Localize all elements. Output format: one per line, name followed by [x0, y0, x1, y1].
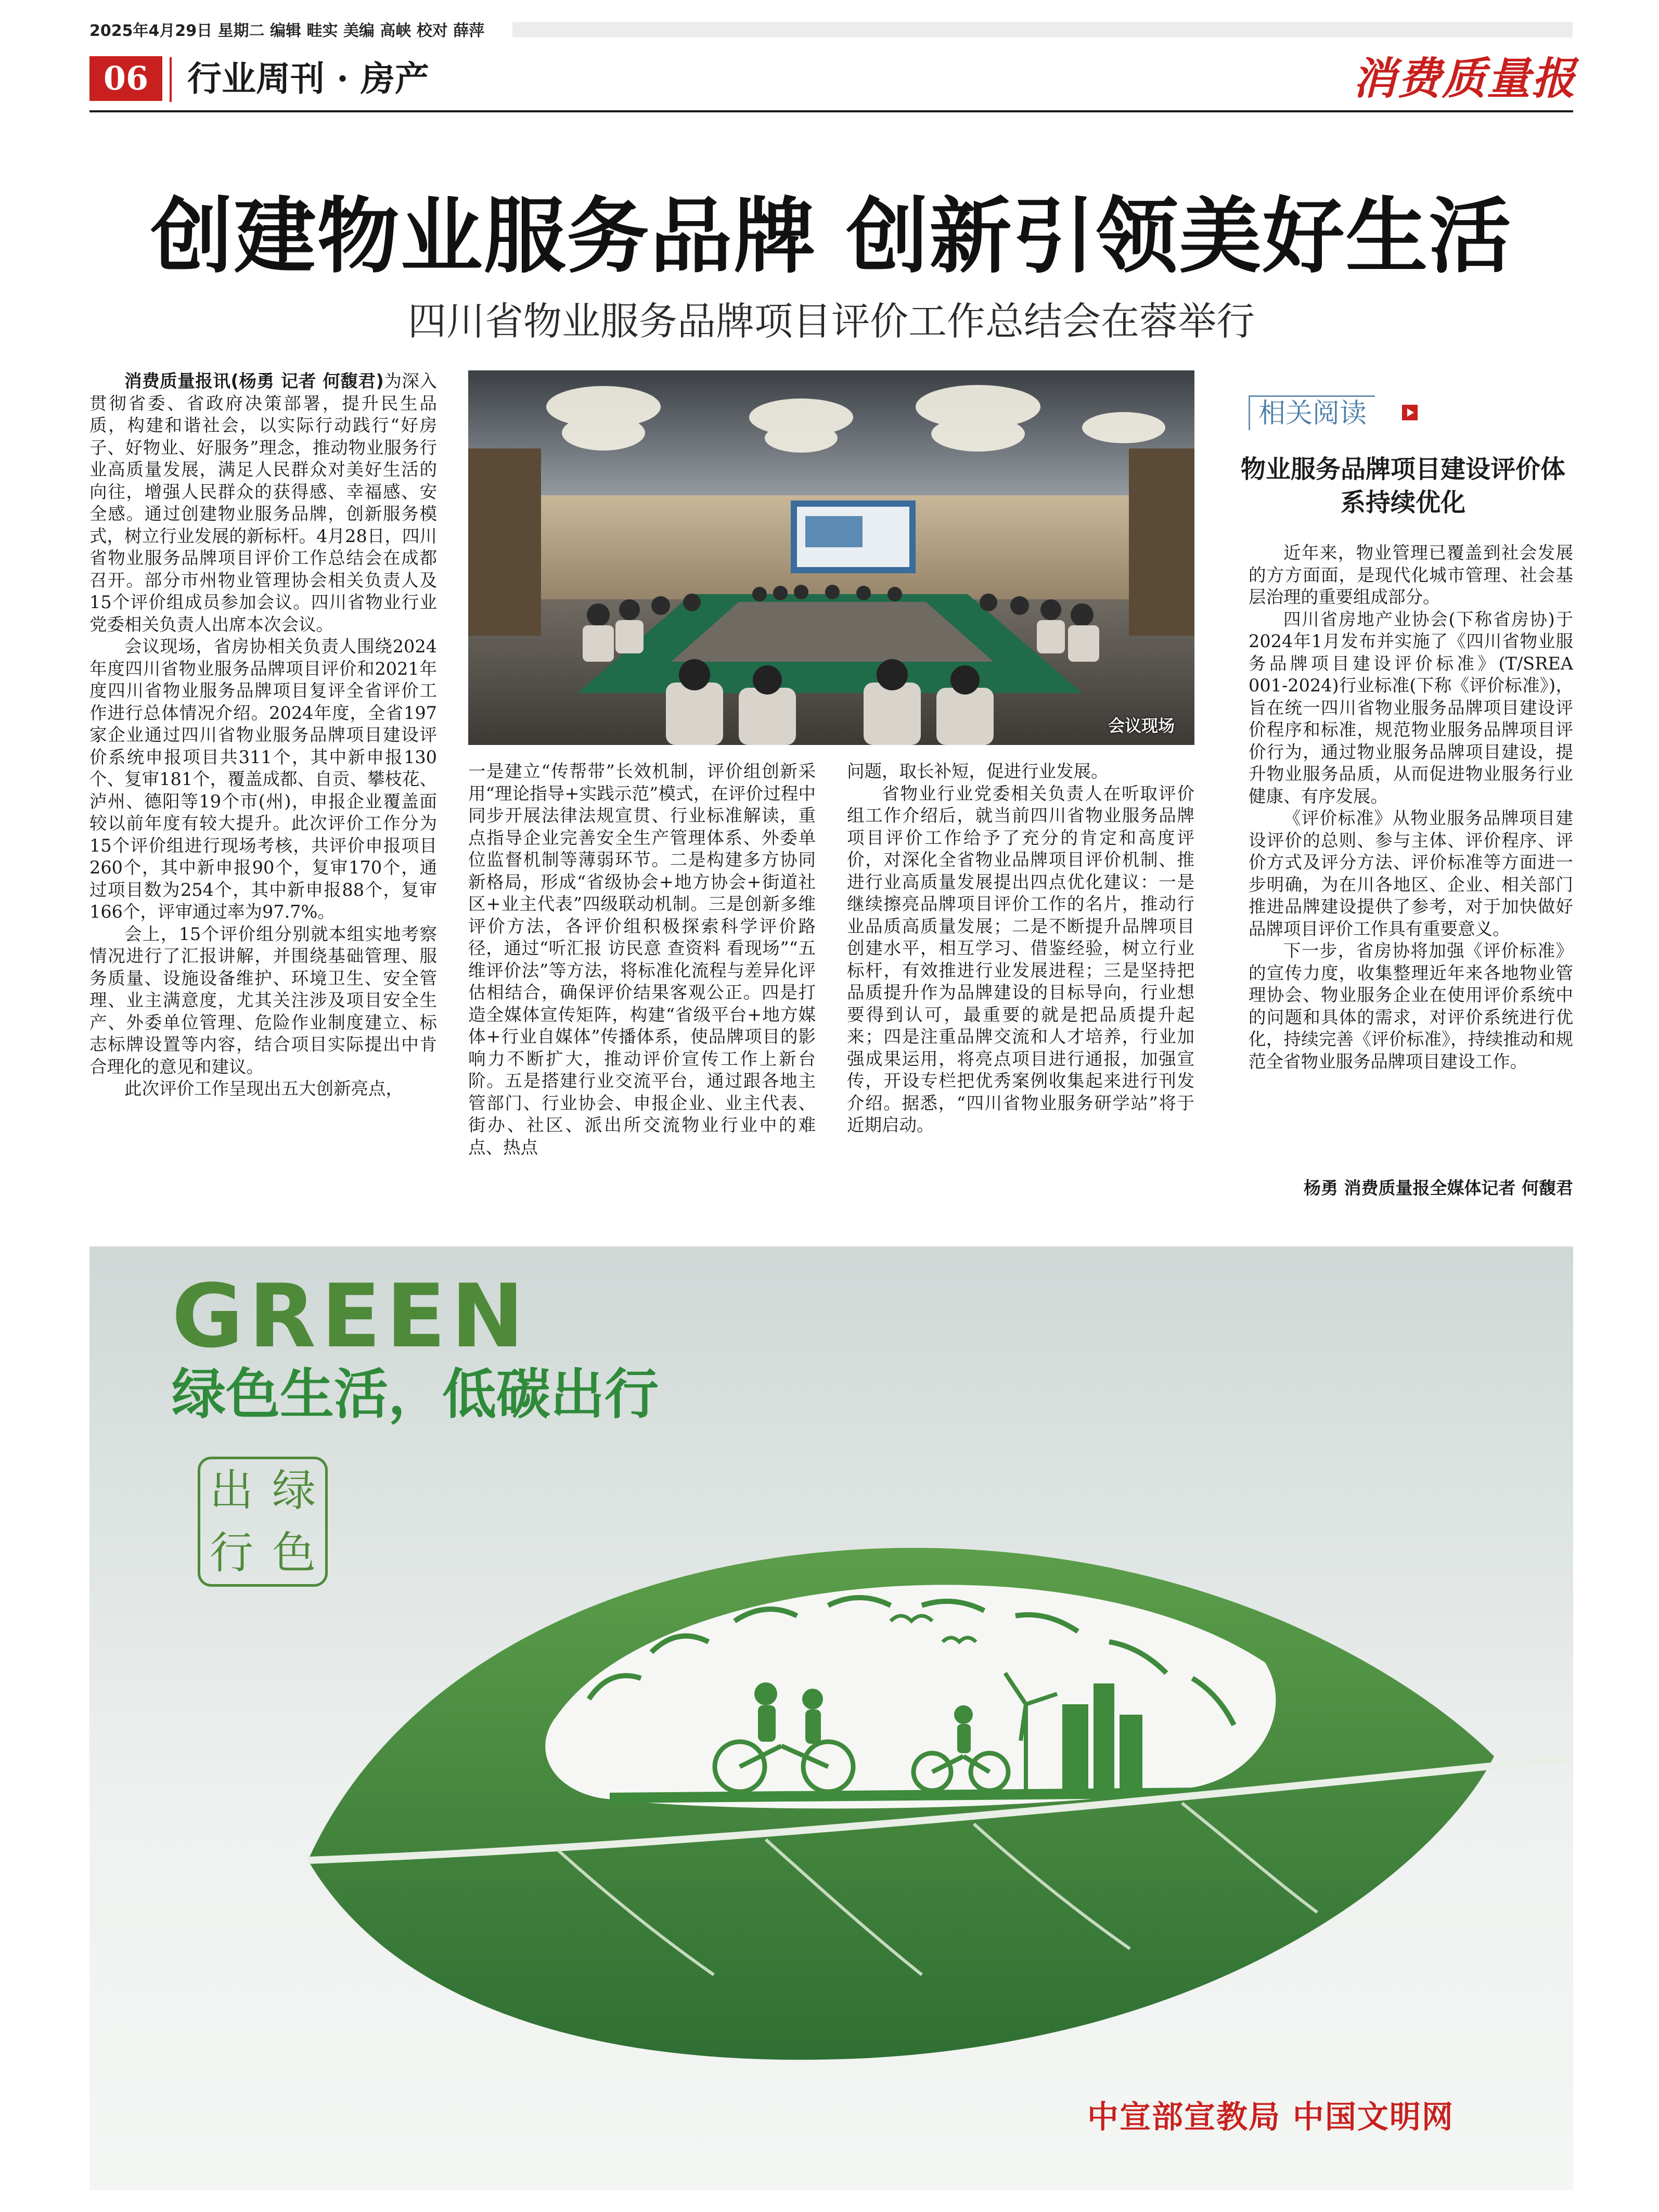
poster-slogan: 绿色生活，低碳出行	[172, 1362, 659, 1426]
related-paragraph: 下一步，省房协将加强《评价标准》的宣传力度，收集整理近年来各地物业管理协会、物业服务企业在使用评价系统中的问题和具体的需求，对评价系统进行优化，持续完善《评价标准》，持续推动和规范全省物业服务品牌项目建设工作。	[1249, 941, 1573, 1072]
related-article-body	[1249, 542, 1573, 1167]
related-paragraph: 四川省房地产业协会(下称省房协)于2024年1月发布并实施了《四川省物业服务品牌项目建设评价标准》(T/SREA 001-2024)行业标准(下称《评价标准》)，旨在统一四川省物业服务品牌项目建设评价程序和标准，规范物业服务品牌项目评价行为，通过物业服务品牌项目建设，提升物业服务品质，从而促进物业服务行业健康、有序发展。	[1249, 609, 1573, 806]
headline: 创建物业服务品牌 创新引领美好生活	[150, 189, 1512, 285]
article-paragraph	[89, 370, 437, 636]
article-paragraph: 此次评价工作呈现出五大创新亮点，	[124, 1078, 403, 1099]
article-lead: 为深入贯彻省委、省政府决策部署，提升民生品质，构建和谐社会，以实际行动践行“好房子、好物业、好服务”理念，推动物业服务行业高质量发展，满足人民群众对美好生活的向往，增强人民群众的获得感、幸福感、安全感。通过创建物业服务品牌，创新服务模式，树立行业发展的新标杆。4月28日，四川省物业服务品牌项目评价工作总结会在成都召开。部分市州物业管理协会相关负责人及15个评价组成员参加会议。四川省物业行业党委相关负责人出席本次会议。	[89, 371, 437, 635]
article-paragraph: 会议现场，省房协相关负责人围绕2024年度四川省物业服务品牌项目评价和2021年度四川省物业服务品牌项目复评全省评价工作进行总体情况介绍。2024年度，全省197家企业通过四川省物业服务品牌项目建设评价系统申报项目共311个，其中新申报130个、复审181个，覆盖成都、自贡、攀枝花、泸州、德阳等19个市(州)，申报企业覆盖面较以前年度有较大提升。此次评价工作分为15个评价组进行现场考核，共评价申报项目260个，其中新申报90个，复审170个，通过项目数为254个，其中新申报88个，复审166个，评审通过率为97.7%。	[89, 636, 437, 922]
green-travel-seal	[198, 1457, 328, 1587]
section-title: 行业周刊 · 房产	[187, 58, 429, 99]
header-bar	[512, 22, 1573, 37]
article-paragraph: 会上，15个评价组分别就本组实地考察情况进行了汇报讲解，并围绕基础管理、服务质量、设施设备维护、环境卫生、安全管理、业主满意度，尤其关注涉及项目安全生产、外委单位管理、危险作业制度建立、标志标牌设置等内容，结合项目实际提出中肯合理化的意见和建议。	[89, 923, 437, 1077]
article-paragraph: 问题，取长补短，促进行业发展。	[847, 761, 1109, 781]
subheadline: 四川省物业服务品牌项目评价工作总结会在蓉举行	[408, 299, 1255, 344]
play-arrow-icon	[1402, 405, 1418, 420]
article-column-1	[89, 370, 437, 1197]
meeting-photo	[468, 370, 1194, 745]
related-title: 物业服务品牌项目建设评价体系持续优化	[1240, 455, 1565, 517]
article-paragraph: 省物业行业党委相关负责人在听取评价组工作介绍后，就当前四川省物业服务品牌项目评价工作给予了充分的肯定和高度评价，对深化全省物业品牌项目评价机制、推进行业高质量发展提出四点优化建议：一是继续擦亮品牌项目评价工作的名片，推动行业品质高质量发展；二是不断提升品牌项目创建水平，相互学习、借鉴经验，树立行业标杆，有效推进行业发展进程；三是坚持把品质提升作为品牌建设的目标导向，行业想要得到认可，最重要的就是把品质提升起来；四是注重品牌交流和人才培养，行业加强成果运用，将亮点项目进行通报，加强宣传，开设专栏把优秀案例收集起来进行刊发介绍。据悉，“四川省物业服务研学站”将于近期启动。	[847, 783, 1194, 1135]
seal-char: 绿	[272, 1465, 316, 1516]
article-column-2	[468, 761, 816, 1197]
header-rule	[89, 110, 1573, 112]
newspaper-logo: 消费质量报	[1352, 53, 1576, 104]
related-signature: 杨勇 消费质量报全媒体记者 何馥君	[1304, 1178, 1573, 1198]
poster-green-word: GREEN	[172, 1265, 530, 1367]
seal-char: 出	[209, 1465, 253, 1516]
article-column-3	[847, 761, 1194, 1197]
related-paragraph: 《评价标准》从物业服务品牌项目建设评价的总则、参与主体、评价程序、评价方式及评分方法、评价标准等方面进一步明确，为在川各地区、企业、相关部门推进品牌建设提供了参考，对于加快做好品牌项目评价工作具有重要意义。	[1249, 808, 1573, 939]
article-byline: 消费质量报讯(杨勇 记者 何馥君)	[124, 371, 384, 391]
page-number: 06	[89, 56, 162, 101]
related-reading-tag: 相关阅读	[1249, 395, 1375, 430]
photo-caption: 会议现场	[1108, 716, 1175, 736]
related-paragraph: 近年来，物业管理已覆盖到社会发展的方方面面，是现代化城市管理、社会基层治理的重要组成部分。	[1249, 543, 1573, 607]
meeting-photo-image	[468, 370, 1194, 745]
dateline: 2025年4月29日 星期二 编辑 畦实 美编 高峡 校对 薛萍	[89, 22, 485, 40]
header-divider	[170, 57, 172, 102]
article-paragraph: 一是建立“传帮带”长效机制，评价组创新采用“理论指导+实践示范”模式，在评价过程中同步开展法律法规宣贯、行业标准解读，重点指导企业完善安全生产管理体系、外委单位监督机制等薄弱环节。二是构建多方协同新格局，形成“省级协会+地方协会+街道社区+业主代表”四级联动机制。三是创新多维评价方法，各评价组积极探索科学评价路径，通过“听汇报 访民意 查资料 看现场”“五维评价法”等方法，将标准化流程与差异化评估相结合，确保评价结果客观公正。四是打造全媒体宣传矩阵，构建“省级平台+地方媒体+行业自媒体”传播体系，使品牌项目的影响力不断扩大，推动评价宣传工作上新台阶。五是搭建行业交流平台，通过跟各地主管部门、行业协会、申报企业、业主代表、街办、社区、派出所交流物业行业中的难点、热点	[468, 761, 816, 1158]
seal-char: 色	[272, 1527, 316, 1578]
poster-sponsor: 中宣部宣教局 中国文明网	[1087, 2099, 1454, 2136]
seal-char: 行	[209, 1527, 253, 1578]
